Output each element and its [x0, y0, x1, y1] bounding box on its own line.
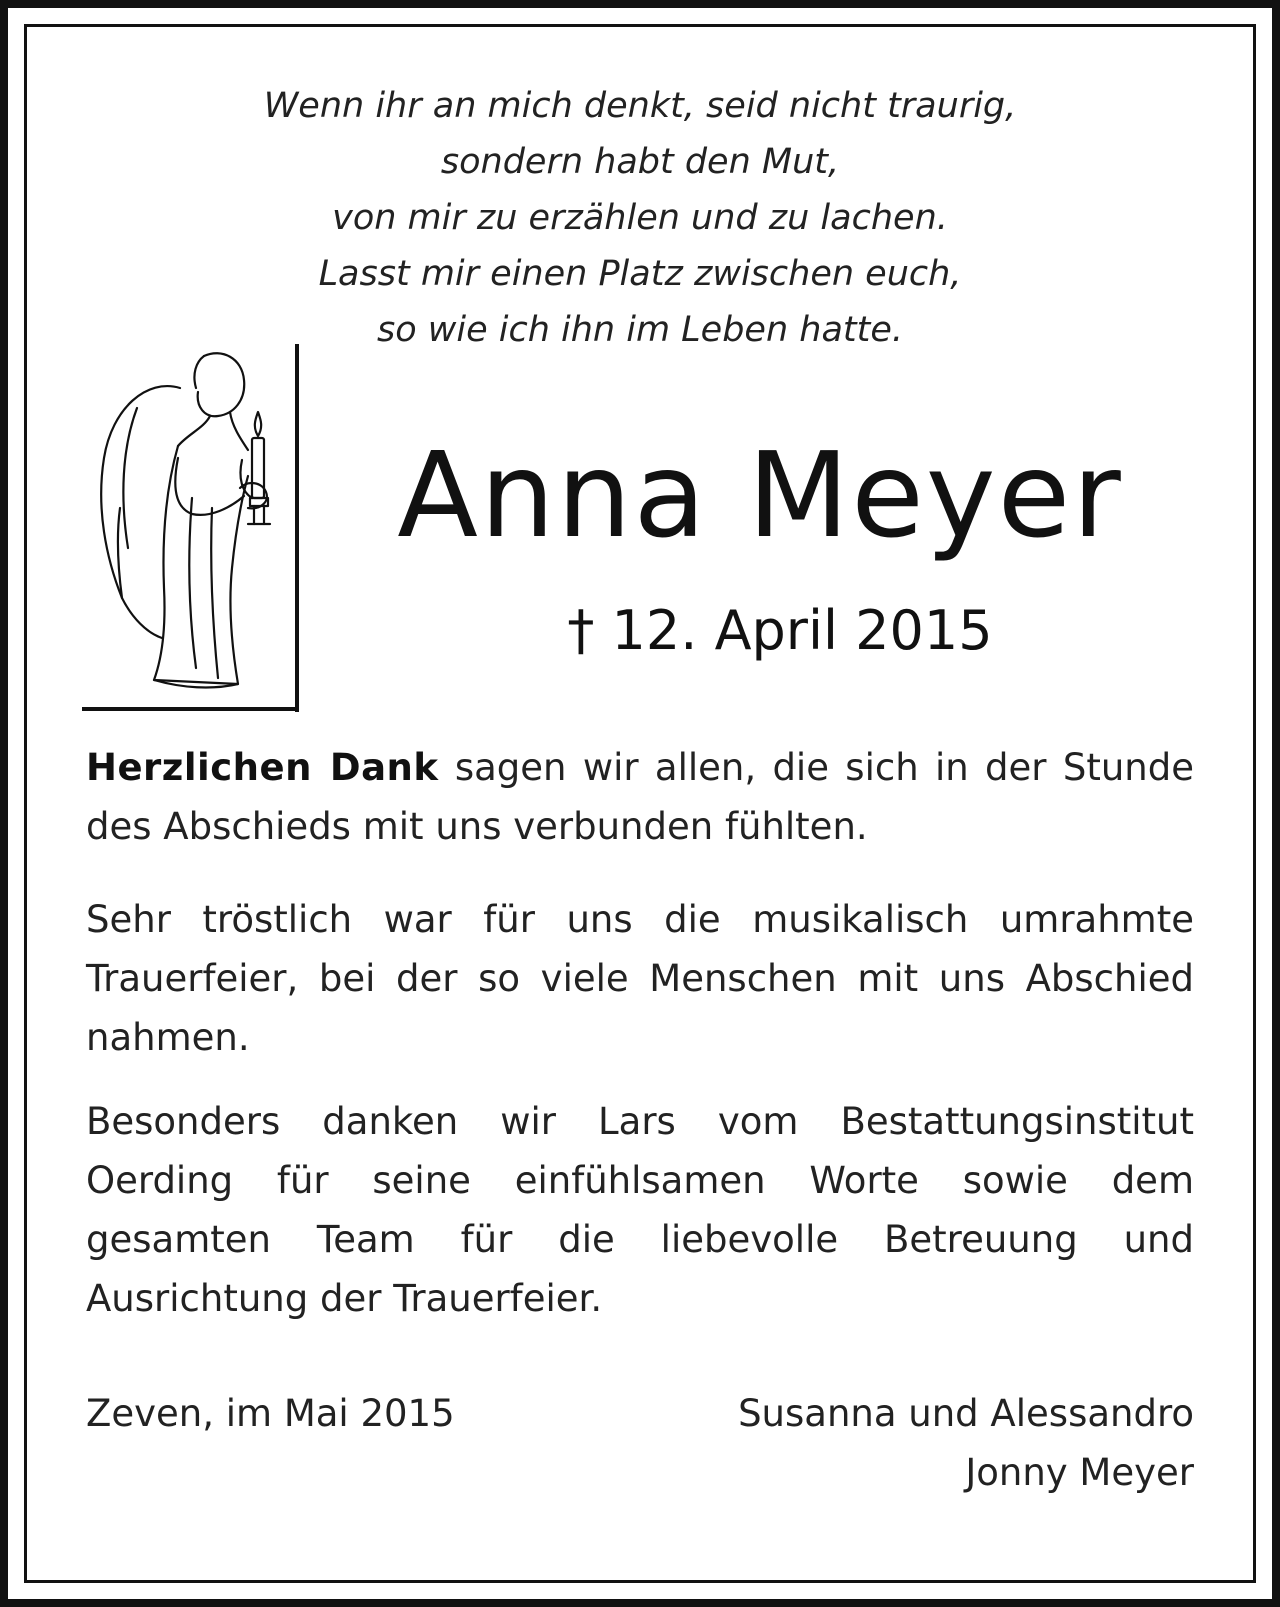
thanks-paragraph [86, 738, 1194, 856]
place-and-date: Zeven, im Mai 2015 [86, 1392, 455, 1435]
signatory-line: Jonny Meyer [965, 1451, 1194, 1494]
death-date: † 12. April 2015 [567, 599, 993, 662]
poem-line: Wenn ihr an mich denkt, seid nicht traurig, [263, 86, 1017, 126]
signatory-line: Susanna und Alessandro [738, 1392, 1194, 1435]
thanks-lead: Herzlichen Dank [86, 746, 439, 789]
acknowledgement-paragraph: Besonders danken wir Lars vom Bestattungsinstitut Oerding für seine einfühlsamen Worte sowie dem gesamten Team für die liebevolle Betreuung und Ausrichtung der Trauerfeier. [86, 1100, 1194, 1320]
memorial-poem [140, 78, 1140, 358]
thanks-text: sagen wir allen, die sich in der Stunde des Abschieds mit uns verbunden fühlten. [86, 746, 1194, 848]
poem-line: so wie ich ihn im Leben hatte. [376, 310, 904, 350]
decedent-name: Anna Meyer [397, 426, 1123, 564]
ceremony-paragraph: Sehr tröstlich war für uns die musikalisch umrahmte Trauerfeier, bei der so viele Menschen mit uns Abschied nahmen. [86, 898, 1194, 1059]
poem-line: von mir zu erzählen und zu lachen. [332, 198, 948, 238]
poem-line: sondern habt den Mut, [440, 142, 840, 182]
angel-with-candle-icon [92, 348, 288, 698]
poem-line: Lasst mir einen Platz zwischen euch, [318, 254, 962, 294]
illustration-rule-horizontal [82, 707, 299, 711]
signatories [640, 1384, 1194, 1502]
illustration-rule-vertical [295, 344, 299, 712]
